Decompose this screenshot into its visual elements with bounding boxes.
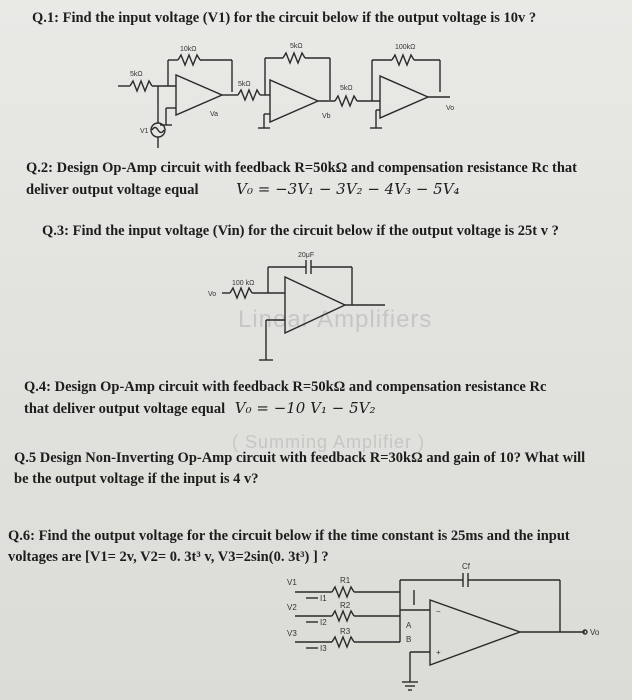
question-6-line1: Q.6: Find the output voltage for the circuit below if the time constant is 25ms and the input	[8, 528, 570, 544]
label-i3: I3	[320, 644, 327, 653]
label-r2: R2	[340, 601, 351, 610]
label-input: Vo	[208, 291, 217, 298]
resistor-input	[230, 288, 252, 298]
op-amp	[430, 600, 520, 665]
label-source: V1	[140, 128, 149, 135]
label-v2: V2	[287, 603, 297, 612]
circuit-diagram-3	[0, 562, 632, 700]
question-4-line1: Q.4: Design Op-Amp circuit with feedback R=50kΩ and compensation resistance Rc	[24, 379, 547, 395]
question-5	[14, 448, 585, 490]
label-node-a: Va	[210, 111, 219, 118]
resistor-input1	[130, 81, 152, 91]
label-output: Vo	[590, 628, 600, 637]
label-r3: R3	[340, 627, 351, 636]
op-amp	[285, 277, 345, 333]
resistor-feedback3	[392, 55, 414, 65]
label-capacitor: 20μF	[298, 252, 315, 259]
question-2	[26, 158, 577, 201]
label-capacitor: Cf	[462, 562, 470, 571]
label-output: Vo	[446, 105, 455, 112]
op-amp-1	[176, 75, 222, 115]
question-4	[24, 377, 546, 420]
label-node-b: B	[406, 635, 412, 644]
label-r-feedback3: 100kΩ	[395, 44, 416, 51]
op-amp-2	[270, 80, 318, 122]
op-amp-3	[380, 76, 428, 118]
question-4-equation: V₀ = −10 V₁ − 5V₂	[234, 399, 376, 417]
label-r-between1: 5kΩ	[238, 81, 251, 88]
label-node-b: Vb	[322, 113, 331, 120]
label-minus: −	[436, 607, 441, 616]
question-2-line2: deliver output voltage equal V₀ = −3V₁ − 3V₂ − 4V₃ − 5V₄	[26, 180, 460, 198]
question-5-line2: be the output voltage if the input is 4 v?	[14, 471, 259, 487]
circuit-diagram-2	[0, 245, 632, 375]
question-3: Q.3: Find the input voltage (Vin) for the circuit below if the output voltage is 25t v ?	[42, 223, 559, 239]
resistor-r1	[332, 587, 354, 597]
label-v1: V1	[287, 578, 297, 587]
question-2-equation: V₀ = −3V₁ − 3V₂ − 4V₃ − 5V₄	[236, 180, 460, 198]
label-i1: I1	[320, 594, 327, 603]
label-r1: R1	[340, 576, 351, 585]
bleed-through-text: Linear Amplifiers	[238, 306, 433, 333]
question-6	[8, 526, 570, 568]
question-2-line1: Q.2: Design Op-Amp circuit with feedback R=50kΩ and compensation resistance Rc that	[26, 160, 577, 176]
label-v3: V3	[287, 629, 297, 638]
bleed-through-text: ( Summing Amplifier )	[232, 432, 426, 452]
label-resistor: 100 kΩ	[232, 280, 255, 287]
question-6-line2: voltages are [V1= 2v, V2= 0. 3t³ v, V3=2sin(0. 3t³) ] ?	[8, 549, 329, 565]
resistor-feedback2	[283, 53, 305, 63]
resistor-between1	[238, 90, 260, 100]
question-4-line2: that deliver output voltage equal V₀ = −10 V₁ − 5V₂	[24, 399, 376, 417]
label-plus: +	[436, 648, 441, 657]
label-r-input1: 5kΩ	[130, 71, 143, 78]
question-1: Q.1: Find the input voltage (V1) for the circuit below if the output voltage is 10v ?	[32, 10, 537, 26]
label-r-feedback1: 10kΩ	[180, 46, 197, 53]
resistor-r3	[332, 637, 354, 647]
label-r-between2: 5kΩ	[340, 85, 353, 92]
resistor-between2	[335, 96, 357, 106]
question-5-line1: Q.5 Design Non-Inverting Op-Amp circuit with feedback R=30kΩ and gain of 10? What will	[14, 450, 586, 466]
resistor-r2	[332, 611, 354, 621]
resistor-feedback1	[178, 55, 200, 65]
label-r-feedback2: 5kΩ	[290, 43, 303, 50]
label-i2: I2	[320, 618, 327, 627]
label-node-a: A	[406, 621, 412, 630]
